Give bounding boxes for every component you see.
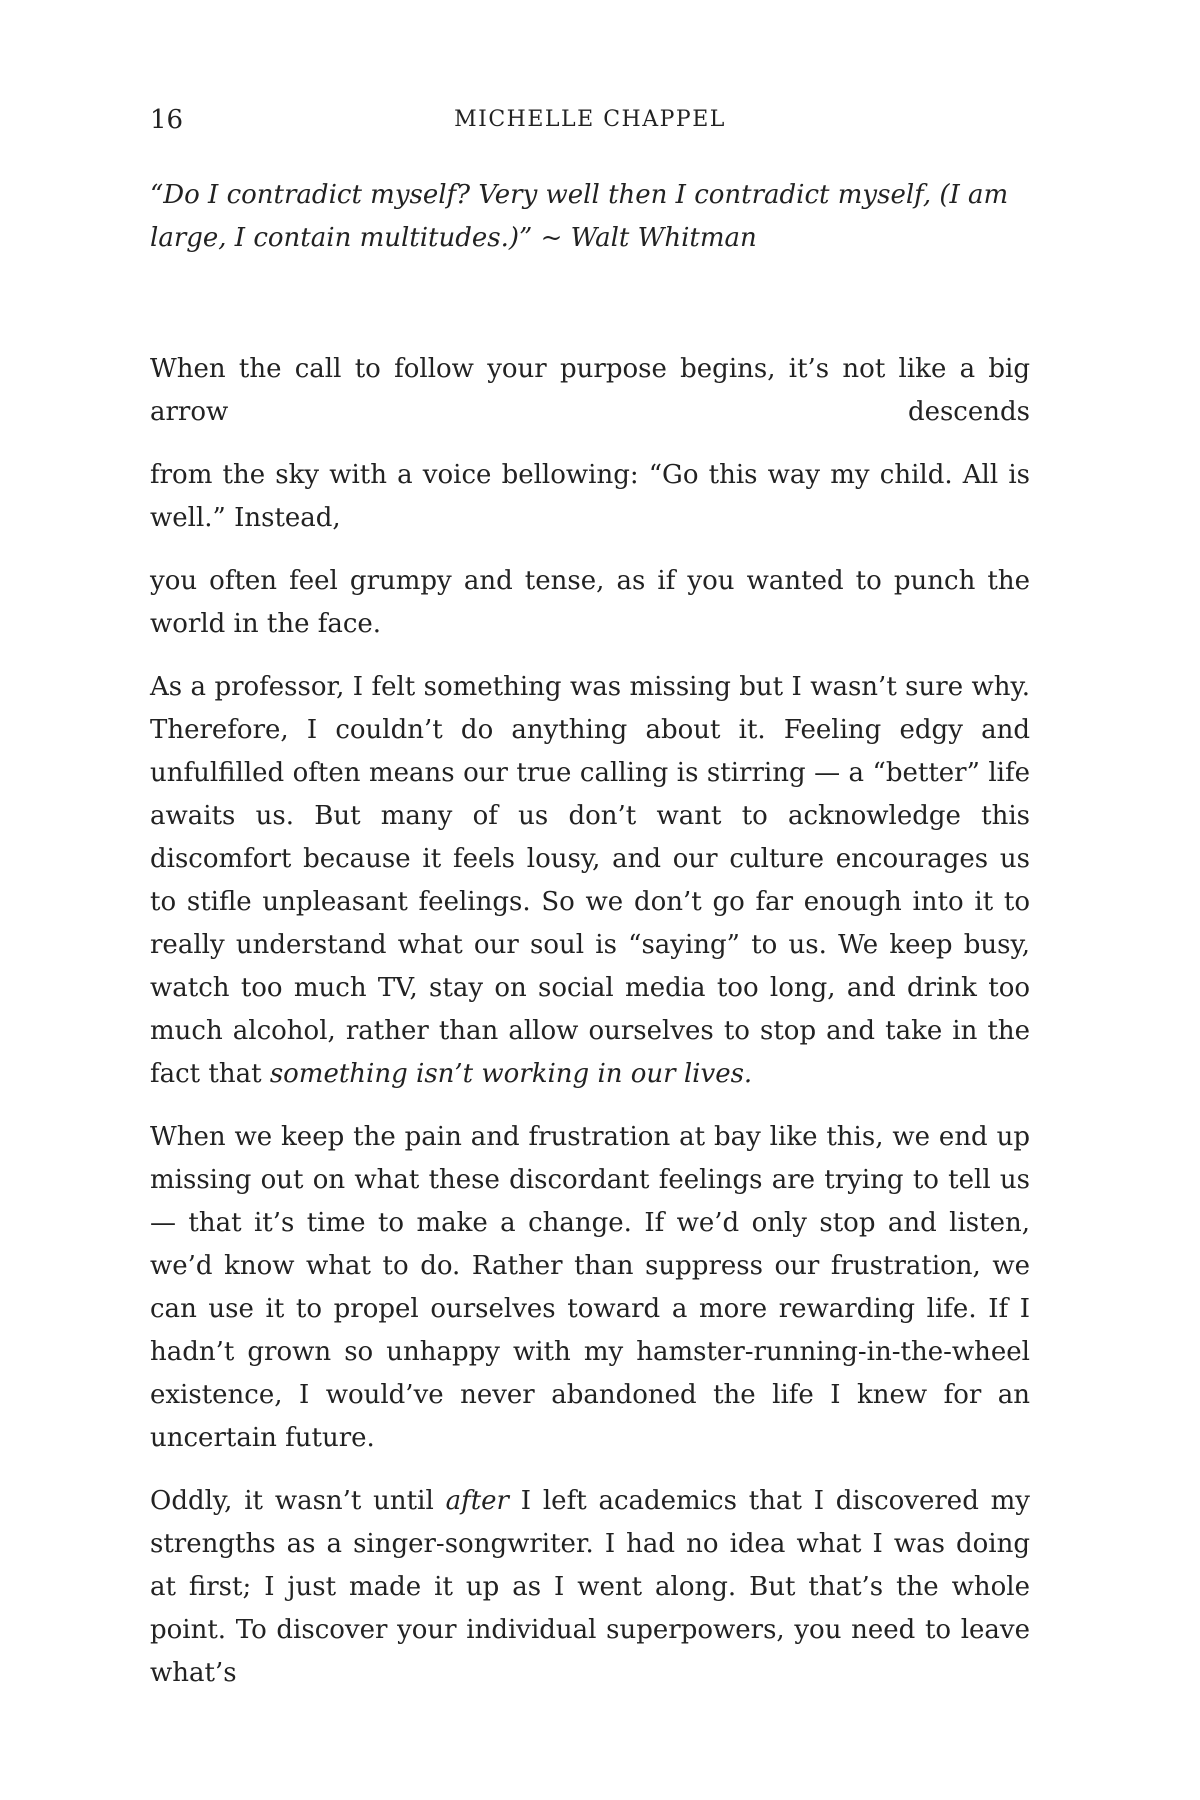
paragraph-1: When the call to follow your purpose begins, it’s not like a big arrow descends	[150, 354, 1030, 427]
paragraph-5: When we keep the pain and frustration at bay like this, we end up missing out on what these discordant feelings are trying to tell us — that it’s time to make a change. If we’d only stop and listen, we’d know what to do. Rather than suppress our frustration, we can use it to propel ourselves toward a more rewarding life. If I hadn’t grown so unhappy with my hamster-running-in-the-wheel existence, I would’ve never abandoned the life I knew for an uncertain future.	[150, 1122, 1030, 1453]
author-name-header: MICHELLE CHAPPEL	[454, 107, 726, 132]
paragraph-6-emphasis: after	[445, 1486, 509, 1516]
paragraph-6-text-end: I left academics that I discovered my strengths as a singer-songwriter. I had no idea what I was doing at first; I just made it up as I went along. But that’s the whole point. To discover your individual superpowers, you need to leave what’s	[150, 1486, 1030, 1688]
page-number: 16	[150, 105, 184, 135]
running-head	[150, 100, 1030, 140]
paragraph-3: you often feel grumpy and tense, as if you wanted to punch the world in the face.	[150, 566, 1030, 639]
paragraph-6-text-start: Oddly, it wasn’t until	[150, 1486, 446, 1516]
body-text	[150, 348, 1030, 1715]
epigraph-quote: “Do I contradict myself? Very well then I contradict myself, (I am large, I contain multitudes.)” ~ Walt Whitman	[150, 180, 1009, 253]
paragraph-4	[150, 666, 1030, 1096]
paragraph-4-emphasis: something isn’t working in our lives.	[269, 1059, 753, 1089]
paragraph-4-text: As a professor, I felt something was missing but I wasn’t sure why. Therefore, I couldn’t do anything about it. Feeling edgy and unfulfilled often means our true calling is stirring — a “better” life awaits us. But many of us don’t want to acknowledge this discomfort because it feels lousy, and our culture encourages us to stifle unpleasant feelings. So we don’t go far enough into it to really understand what our soul is “saying” to us. We keep busy, watch too much TV, stay on social media too long, and drink too much alcohol, rather than allow ourselves to stop and take in the fact that	[150, 672, 1030, 1089]
paragraph-2: from the sky with a voice bellowing: “Go this way my child. All is well.” Instead,	[150, 460, 1030, 533]
paragraph-6	[150, 1480, 1030, 1695]
